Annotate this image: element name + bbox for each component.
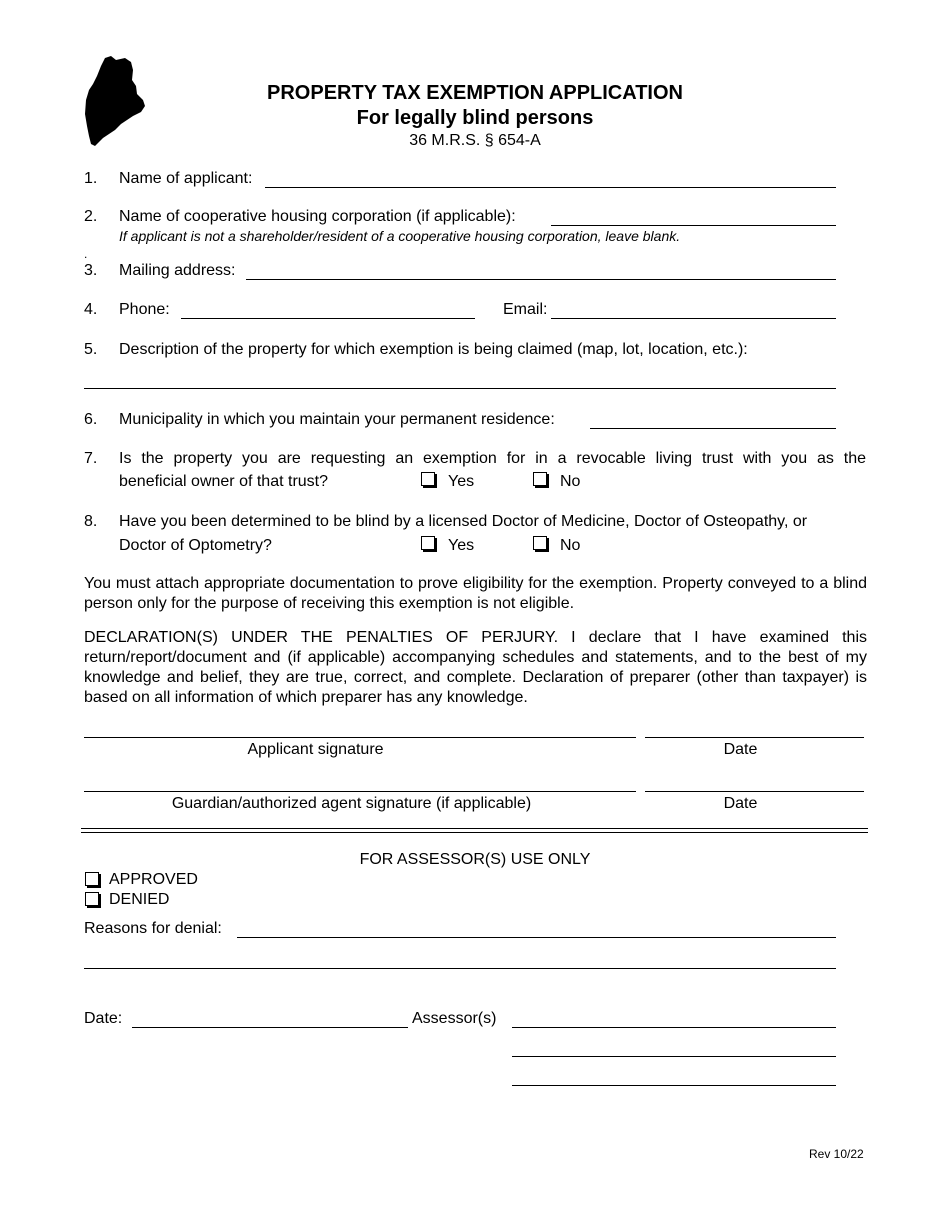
blind-no-label: No xyxy=(560,537,581,554)
section-divider xyxy=(81,828,868,829)
blind-determination-line2: Doctor of Optometry? xyxy=(119,537,272,554)
item-number: 4. xyxy=(84,301,98,318)
property-description-field[interactable] xyxy=(84,388,836,389)
item-number: 3. xyxy=(84,262,98,279)
assessor-date-label: Date: xyxy=(84,1010,123,1027)
guardian-signature-field[interactable] xyxy=(84,791,636,792)
coop-corporation-note: If applicant is not a shareholder/resident of a cooperative housing corporation, leave blank. xyxy=(119,228,681,244)
item-number: 6. xyxy=(84,411,98,428)
applicant-date-label: Date xyxy=(723,741,758,758)
coop-corporation-field[interactable] xyxy=(551,225,836,226)
coop-corporation-label: Name of cooperative housing corporation (if applicable): xyxy=(119,208,516,225)
mailing-address-field[interactable] xyxy=(246,279,836,280)
denial-reasons-field-2[interactable] xyxy=(84,968,836,969)
email-field[interactable] xyxy=(551,318,836,319)
denial-reasons-label: Reasons for denial: xyxy=(84,920,222,937)
denied-label: DENIED xyxy=(109,891,170,908)
applicant-name-label: Name of applicant: xyxy=(119,170,253,187)
municipality-field[interactable] xyxy=(590,428,836,429)
municipality-label: Municipality in which you maintain your permanent residence: xyxy=(119,411,555,428)
guardian-signature-label: Guardian/authorized agent signature (if applicable) xyxy=(171,795,532,812)
phone-field[interactable] xyxy=(181,318,475,319)
stray-period: . xyxy=(84,247,88,261)
applicant-name-field[interactable] xyxy=(265,187,836,188)
item-number: 7. xyxy=(84,450,98,467)
email-label: Email: xyxy=(503,301,548,318)
guardian-date-label: Date xyxy=(723,795,758,812)
assessor-heading: FOR ASSESSOR(S) USE ONLY xyxy=(359,851,591,868)
trust-no-label: No xyxy=(560,473,581,490)
section-divider xyxy=(81,832,868,833)
property-description-label: Description of the property for which exemption is being claimed (map, lot, location, etc.): xyxy=(119,341,748,358)
trust-question-line1: Is the property you are requesting an exemption for in a revocable living trust with you as the xyxy=(119,450,866,467)
assessor-signature-field-3[interactable] xyxy=(512,1085,836,1086)
assessor-label: Assessor(s) xyxy=(412,1010,497,1027)
perjury-declaration-text: DECLARATION(S) UNDER THE PENALTIES OF PERJURY. I declare that I have examined this return/report/document and (if applicable) accompanying schedules and statements, and to the best of my knowledge and belief, they are true, correct, and complete. Declaration of preparer (other than taxpayer) is based on all information of which preparer has any knowledge. xyxy=(84,629,867,706)
revision-label: Rev 10/22 xyxy=(809,1147,864,1161)
trust-yes-label: Yes xyxy=(448,473,475,490)
approved-label: APPROVED xyxy=(109,871,198,888)
blind-yes-label: Yes xyxy=(448,537,475,554)
form-title: PROPERTY TAX EXEMPTION APPLICATION xyxy=(267,82,683,104)
mailing-address-label: Mailing address: xyxy=(119,262,236,279)
item-number: 5. xyxy=(84,341,98,358)
trust-yes-checkbox[interactable] xyxy=(421,472,435,486)
assessor-signature-field-1[interactable] xyxy=(512,1027,836,1028)
item-number: 8. xyxy=(84,513,98,530)
applicant-date-field[interactable] xyxy=(645,737,864,738)
applicant-signature-label: Applicant signature xyxy=(247,741,384,758)
blind-determination-line1: Have you been determined to be blind by a licensed Doctor of Medicine, Doctor of Osteopathy, or xyxy=(119,513,808,530)
phone-label: Phone: xyxy=(119,301,170,318)
denial-reasons-field[interactable] xyxy=(237,937,836,938)
trust-no-checkbox[interactable] xyxy=(533,472,547,486)
guardian-date-field[interactable] xyxy=(645,791,864,792)
item-number: 1. xyxy=(84,170,98,187)
blind-no-checkbox[interactable] xyxy=(533,536,547,550)
assessor-date-field[interactable] xyxy=(132,1027,408,1028)
blind-yes-checkbox[interactable] xyxy=(421,536,435,550)
applicant-signature-field[interactable] xyxy=(84,737,636,738)
trust-question-line2: beneficial owner of that trust? xyxy=(119,473,329,490)
attach-documentation-text: You must attach appropriate documentation to prove eligibility for the exemption. Property conveyed to a blind person only for the purpose of receiving this exemption is not eligible. xyxy=(84,575,867,612)
denied-checkbox[interactable] xyxy=(85,892,99,906)
approved-checkbox[interactable] xyxy=(85,872,99,886)
statute-reference: 36 M.R.S. § 654-A xyxy=(409,132,541,149)
item-number: 2. xyxy=(84,208,98,225)
form-subtitle: For legally blind persons xyxy=(356,107,594,129)
assessor-signature-field-2[interactable] xyxy=(512,1056,836,1057)
